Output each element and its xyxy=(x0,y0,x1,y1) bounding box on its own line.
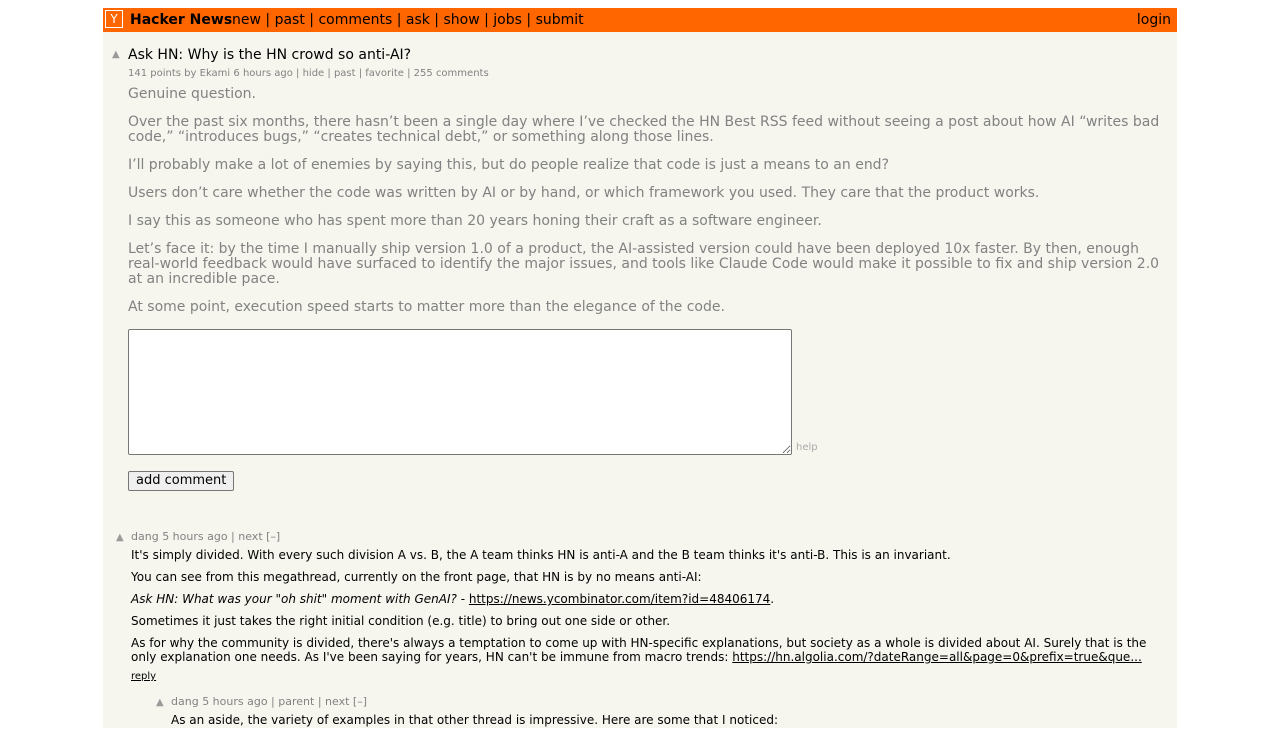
comment-age[interactable]: 5 hours ago xyxy=(162,530,228,543)
formatting-help-link[interactable]: help xyxy=(796,442,818,453)
story-title[interactable]: Ask HN: Why is the HN crowd so anti-AI? xyxy=(128,47,412,63)
comment-paragraph: You can see from this megathread, currently on the front page, that HN is by no means anti-AI: xyxy=(131,570,702,584)
thread-link[interactable]: https://news.ycombinator.com/item?id=48406174 xyxy=(468,592,771,606)
story-age[interactable]: 6 hours ago xyxy=(233,68,293,79)
comment-body xyxy=(171,713,1161,735)
nav-past[interactable]: past xyxy=(274,12,305,28)
comment-header: dang 5 hours ago | next [–] xyxy=(131,530,281,543)
add-comment-button[interactable]: add comment xyxy=(128,471,234,491)
comment-parent-link[interactable]: parent xyxy=(278,695,315,708)
login-link[interactable]: login xyxy=(1136,12,1171,28)
story-paragraph: Over the past six months, there hasn’t been a single day where I’ve checked the HN Best RSS feed without seeing a post about how AI “writes bad code,” “introduces bugs,” “creates technical debt,” or something along those lines. xyxy=(128,114,1160,145)
site-title[interactable]: Hacker News xyxy=(130,12,233,28)
story-upvote-icon[interactable]: ▲ xyxy=(112,49,120,60)
comment-paragraph: Sometimes it just takes the right initial condition (e.g. title) to bring out one side or other. xyxy=(131,614,671,628)
story-points: 141 points xyxy=(128,68,181,79)
nav-submit[interactable]: submit xyxy=(535,12,584,28)
comment-collapse-toggle[interactable]: [–] xyxy=(266,530,281,543)
comment-paragraph xyxy=(131,636,1161,664)
comment-paragraph: It's simply divided. With every such division A vs. B, the A team thinks HN is anti-A and the B team thinks it's anti-B. This is an invariant. xyxy=(131,548,951,562)
story-hide-link[interactable]: hide xyxy=(302,68,325,79)
story-comments-link[interactable]: 255 comments xyxy=(413,68,489,79)
story-subline: 141 points by Ekami 6 hours ago | hide | past | favorite | 255 comments xyxy=(128,68,489,79)
story-paragraph: Genuine question. xyxy=(128,86,256,102)
comment-upvote-icon[interactable]: ▲ xyxy=(116,532,124,543)
comment-textarea[interactable] xyxy=(128,329,792,455)
comment-author[interactable]: dang xyxy=(131,530,159,543)
separator: - xyxy=(456,592,469,606)
story-favorite-link[interactable]: favorite xyxy=(365,68,404,79)
nav-new[interactable]: new xyxy=(232,12,261,28)
y-logo-icon[interactable]: Y xyxy=(105,10,123,28)
comment-upvote-icon[interactable]: ▲ xyxy=(156,697,164,708)
page xyxy=(103,8,1177,728)
comment-paragraph: As an aside, the variety of examples in that other thread is impressive. Here are some that I noticed: xyxy=(171,713,779,727)
story-paragraph: Let’s face it: by the time I manually ship version 1.0 of a product, the AI-assisted version could have been deployed 10x faster. By then, enough real-world feedback would have surfaced to identify the major issues, and tools like Claude Code would make it possible to fix and ship version 2.0 at an incredible pace. xyxy=(128,241,1160,287)
nav-links: new | past | comments | ask | show | jobs | submit xyxy=(232,12,584,28)
nav-jobs[interactable]: jobs xyxy=(493,12,522,28)
comment-next-link[interactable]: next xyxy=(238,530,263,543)
story-by: by xyxy=(184,68,197,79)
reply-link[interactable]: reply xyxy=(131,671,157,682)
comment-author[interactable]: dang xyxy=(171,695,199,708)
nav-show[interactable]: show xyxy=(443,12,480,28)
comment-body xyxy=(131,548,1161,672)
story-paragraph: I say this as someone who has spent more than 20 years honing their craft as a software engineer. xyxy=(128,213,822,229)
story-paragraph: Users don’t care whether the code was written by AI or by hand, or which framework you used. They care that the product works. xyxy=(128,185,1040,201)
comment-text: As for why the community is divided, there's always a temptation to come up with HN-specific explanations, but society as a whole is divided about AI. Surely that is the only explanation one needs. As I've been saying for years, HN can't be immune from macro trends: xyxy=(131,636,1147,664)
comment-collapse-toggle[interactable]: [–] xyxy=(352,695,367,708)
story-paragraph: I’ll probably make a lot of enemies by saying this, but do people realize that code is just a means to an end? xyxy=(128,157,890,173)
quoted-title: Ask HN: What was your "oh shit" moment with GenAI? xyxy=(131,592,457,606)
story-past-link[interactable]: past xyxy=(333,68,356,79)
nav-ask[interactable]: ask xyxy=(405,12,430,28)
comment-header: dang 5 hours ago | parent | next [–] xyxy=(171,695,367,708)
top-bar xyxy=(103,8,1177,32)
story-text xyxy=(128,87,1168,328)
nav-comments[interactable]: comments xyxy=(318,12,393,28)
period: . xyxy=(770,592,775,606)
story-author[interactable]: Ekami xyxy=(199,68,231,79)
comment-age[interactable]: 5 hours ago xyxy=(202,695,268,708)
comment-next-link[interactable]: next xyxy=(325,695,350,708)
algolia-link[interactable]: https://hn.algolia.com/?dateRange=all&page=0&prefix=true&que... xyxy=(732,650,1142,664)
story-paragraph: At some point, execution speed starts to matter more than the elegance of the code. xyxy=(128,299,725,315)
comment-paragraph xyxy=(131,592,1161,606)
